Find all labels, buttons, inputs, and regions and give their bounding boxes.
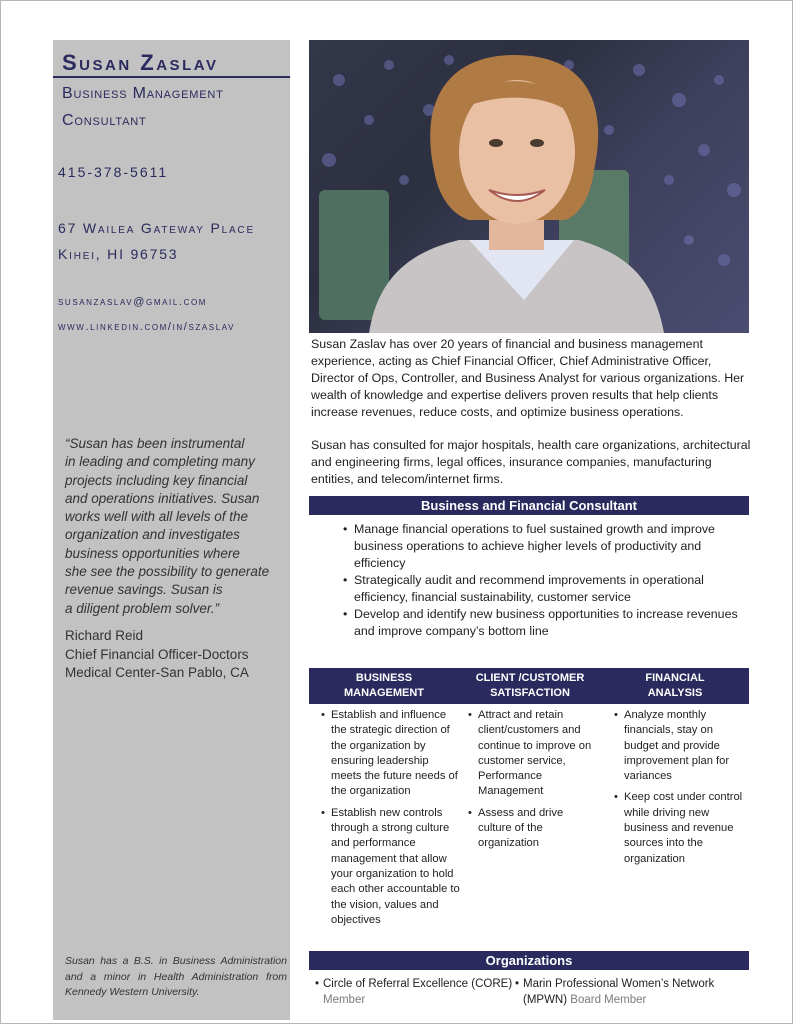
portrait-photo (309, 40, 749, 333)
organization-name: Circle of Referral Excellence (CORE) (323, 978, 513, 990)
list-item: • Establish new controls through a strong culture and performance management that allow your organization to hold each other accountable to the vision, values and objectives (321, 806, 461, 928)
address (58, 215, 255, 267)
column-heading-line: CLIENT /CUSTOMER (475, 672, 585, 684)
column-heading-line: MANAGEMENT (343, 687, 425, 699)
organization-role: Member (323, 993, 366, 1006)
list-item: • Attract and retain client/customers and continue to improve on customer service, Performance Management (468, 708, 596, 800)
organization-item (315, 977, 515, 1008)
consultant-bullet: • Manage financial operations to fuel sustained growth and improve business operations to achieve higher levels of productivity and efficiency (343, 521, 743, 572)
author-name: Richard Reid (65, 628, 144, 643)
job-title (62, 80, 287, 134)
section-heading-organizations: Organizations (309, 951, 749, 970)
person-name: Susan Zaslav (62, 50, 219, 75)
author-organization: Medical Center-San Pablo, CA (65, 665, 249, 680)
column-heading-line: FINANCIAL (645, 672, 705, 684)
list-item: • Establish and influence the strategic direction of the organization by ensuring leadership meets the future needs of the organization (321, 708, 461, 800)
phone-number: 415-378-5611 (58, 164, 169, 180)
organization-item (515, 977, 747, 1008)
address-city: Kihei, HI 96753 (58, 246, 179, 262)
consultant-bullet: • Strategically audit and recommend improvements in operational efficiency, financial sustainability, customer service (343, 572, 743, 606)
consultant-bullet: • Develop and identify new business opportunities to increase revenues and improve company’s bottom line (343, 606, 743, 640)
column-heading-line: SATISFACTION (490, 687, 570, 699)
education-note: Susan has a B.S. in Business Administration and a minor in Health Administration from Kennedy Western University. (65, 955, 287, 998)
business-management-list (321, 708, 461, 934)
client-satisfaction-list (468, 708, 596, 858)
address-street: 67 Wailea Gateway Place (58, 220, 255, 236)
name-divider (53, 76, 290, 78)
section-heading-consultant: Business and Financial Consultant (309, 496, 749, 515)
column-heading-client (459, 671, 601, 701)
column-heading-financial (601, 671, 749, 701)
column-heading-line: BUSINESS (355, 672, 413, 684)
bullet-dot: • (315, 978, 320, 990)
financial-analysis-list (614, 708, 744, 873)
job-title-line2: Consultant (62, 112, 147, 129)
organization-role: Board Member (570, 993, 647, 1006)
list-item: • Analyze monthly financials, stay on budget and provide improvement plan for variances (614, 708, 744, 784)
list-item: • Keep cost under control while driving new business and revenue sources into the organization (614, 790, 744, 866)
competency-columns-header (309, 668, 749, 704)
bullet-dot: • (515, 978, 520, 990)
column-heading-line: ANALYSIS (647, 687, 703, 699)
list-item: • Assess and drive culture of the organization (468, 806, 596, 852)
testimonial-quote: “Susan has been instrumental in leading and completing many projects including key financial and operations initiatives. Susan works well with all levels of the organization and investigates business opportunities where she see the possibility to generate revenue savings. Susan is a diligent problem solver.” (65, 436, 270, 616)
column-heading-business (309, 671, 459, 701)
consultant-bullet-list (343, 521, 743, 640)
summary-paragraph-2: Susan has consulted for major hospitals, health care organizations, architectural and engineering firms, legal offices, insurance companies, manufacturing entities, and telecom/internet firms. (311, 438, 751, 486)
organization-name: Marin Professional Women’s Network (MPWN) (523, 978, 715, 1006)
job-title-line1: Business Management (62, 85, 224, 102)
email-link[interactable]: susanzaslav@gmail.com (58, 296, 208, 308)
summary-text (311, 336, 751, 504)
summary-paragraph-1: Susan Zaslav has over 20 years of financial and business management experience, acting as Chief Financial Officer, Chief Administrative Officer, Director of Ops, Controller, and Business Analyst for various organizations. Her wealth of knowledge and expertise delivers proven results that help clients increase revenues, reduce costs, and optimize business operations. (311, 337, 745, 419)
author-title: Chief Financial Officer-Doctors (65, 646, 249, 662)
organization-entry (515, 977, 747, 1008)
linkedin-link[interactable]: www.linkedin.com/in/szaslav (58, 321, 236, 333)
testimonial-author (65, 627, 287, 683)
portrait-illustration (309, 40, 749, 333)
organization-entry (315, 977, 515, 1008)
